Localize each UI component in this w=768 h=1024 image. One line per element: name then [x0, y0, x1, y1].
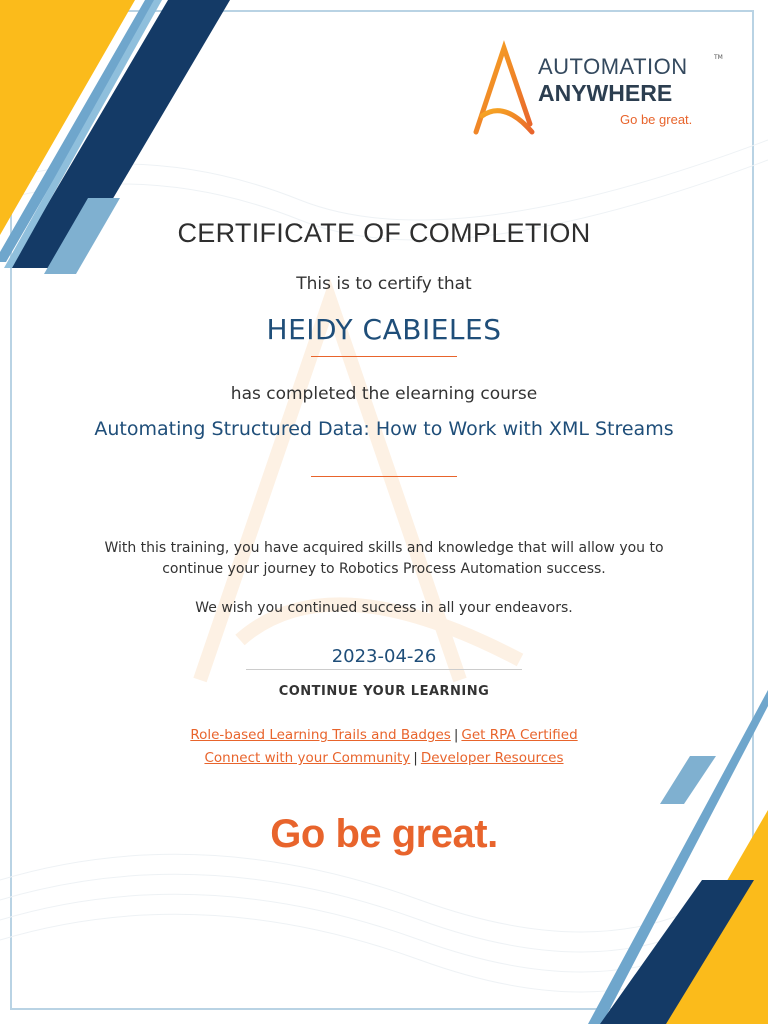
- completion-date: 2023-04-26: [331, 646, 437, 667]
- logo-wordmark-line1: AUTOMATION: [538, 54, 688, 79]
- course-underline: [311, 476, 457, 477]
- wish-text: We wish you continued success in all your endeavors.: [195, 600, 573, 616]
- watermark-logo: [200, 300, 520, 680]
- completed-text: has completed the elearning course: [230, 384, 538, 404]
- link-separator: |: [413, 750, 418, 766]
- link-community[interactable]: Connect with your Community: [204, 750, 411, 766]
- recipient-name: HEIDY CABIELES: [266, 313, 502, 346]
- training-statement-line2: continue your journey to Robotics Process Automation success.: [162, 561, 606, 577]
- learning-links: [0, 724, 768, 770]
- logo-tagline: Go be great.: [620, 112, 693, 127]
- footer-slogan: Go be great.: [270, 812, 498, 856]
- continue-learning-heading: CONTINUE YOUR LEARNING: [278, 684, 490, 699]
- link-learning-trails[interactable]: Role-based Learning Trails and Badges: [190, 727, 451, 743]
- course-title: Automating Structured Data: How to Work with XML Streams: [94, 418, 674, 440]
- date-underline: [246, 669, 522, 670]
- link-developer-resources[interactable]: Developer Resources: [420, 750, 564, 766]
- link-get-rpa-certified[interactable]: Get RPA Certified: [461, 727, 578, 743]
- certify-text: This is to certify that: [296, 274, 472, 294]
- learning-links-row1: [0, 724, 768, 747]
- certificate-title: CERTIFICATE OF COMPLETION: [177, 218, 591, 248]
- name-underline: [311, 356, 457, 357]
- automation-anywhere-logo: [468, 40, 728, 140]
- training-statement-line1: With this training, you have acquired skills and knowledge that will allow you to: [104, 540, 664, 556]
- learning-links-row2: [0, 747, 768, 770]
- logo-trademark: TM: [714, 54, 723, 61]
- logo-a-icon: [468, 40, 538, 140]
- logo-wordmark-line2: ANYWHERE: [538, 80, 673, 106]
- link-separator: |: [453, 727, 459, 743]
- training-statement: [0, 538, 768, 580]
